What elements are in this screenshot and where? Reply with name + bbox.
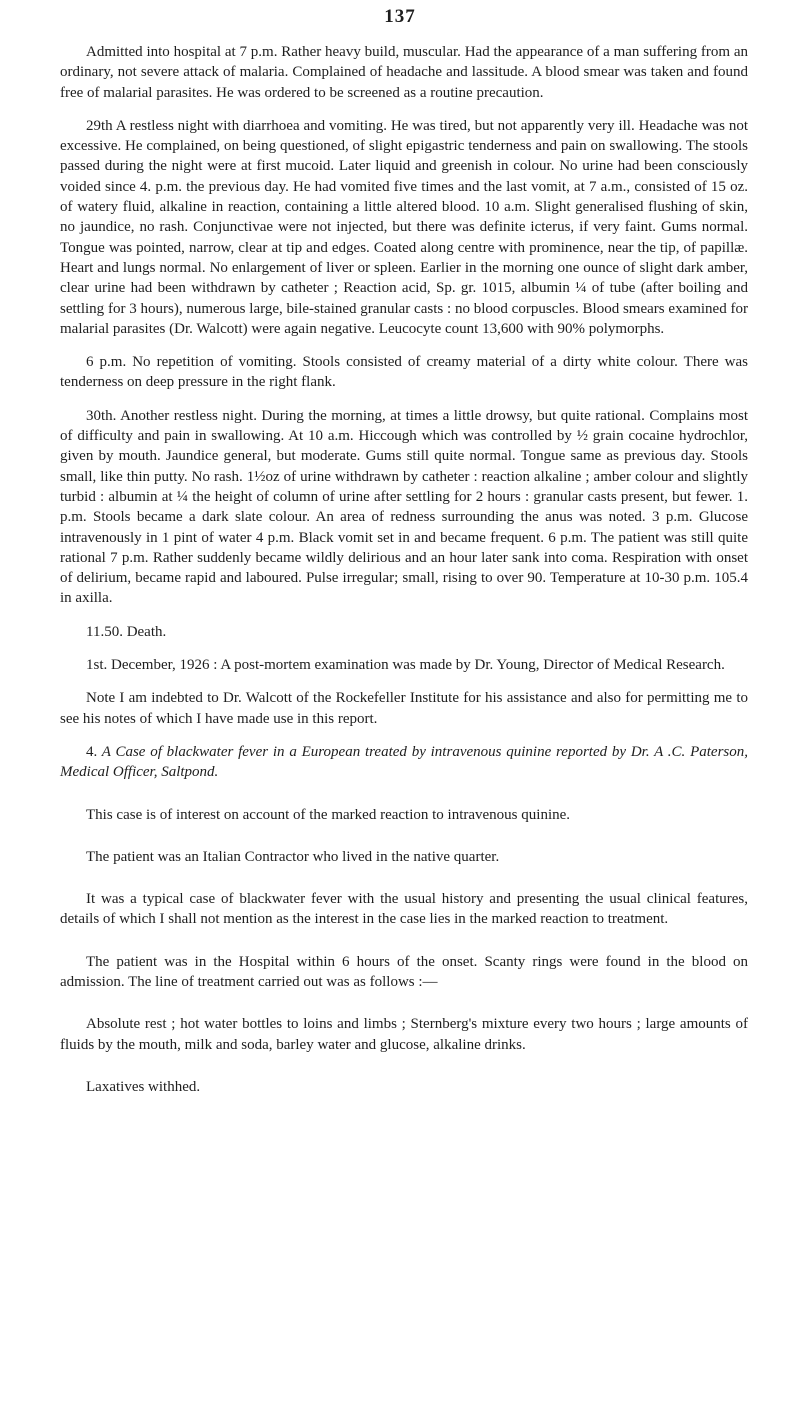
paragraph-30th: 30th. Another restless night. During the morning, at times a little drowsy, but quite rational. Complains most of difficulty and pain in swallowing. At 10 a.m. Hiccough which was controlled by ½ grain cocaine hydrochlor, given by mouth. Jaundice general, but moderate. Gums still quite normal. Tongue same as previous day. Stools small, like thin putty. No rash. 1½oz of urine withdrawn by catheter : reaction alkaline ; amber colour and slightly turbid : albumin at ¼ the height of column of urine after settling for 2 hours : granular casts present, but fewer. 1. p.m. Stools became a dark slate colour. An area of redness surrounding the anus was noted. 3 p.m. Glucose intravenously in 1 pint of water 4 p.m. Black vomit set in and became frequent. 6 p.m. The patient was still quite rational 7 p.m. Rather suddenly became wildly delirious and an hour later sank into coma. Respiration with onset of delirium, became rapid and laboured. Pulse irregular; small, rising to over 90. Temperature at 10-30 p.m. 105.4 in axilla. [60,407,748,607]
paragraph-admission: Admitted into hospital at 7 p.m. Rather heavy build, muscular. Had the appearance of a man suffering from an ordinary, not severe attack of malaria. Complained of headache and lassitude. A blood smear was taken and found free of malarial parasites. He was ordered to be screened as a routine precaution. [60,44,748,101]
page-body [60,42,748,1097]
paragraph-29th: 29th A restless night with diarrhoea and vomiting. He was tired, but not apparently very ill. Headache was not excessive. He complained, on being questioned, of slight epigastric tenderness and pain on swallowing. The stools passed during the night were at first mucoid. Later liquid and greenish in colour. No urine had been consciously voided since 4. p.m. the previous day. He had vomited five times and the last vomit, at 7 a.m., consisted of 15 oz. of watery fluid, alkaline in reaction, containing a little altered blood. 10 a.m. Slight generalised flushing of skin, no jaundice, no rash. Conjunctivae were not injected, but there was definite icterus, if very faint. Gums normal. Tongue was pointed, narrow, clear at tip and edges. Coated along centre with prominence, near the tip, of papillæ. Heart and lungs normal. No enlargement of liver or spleen. Earlier in the morning one ounce of slight dark amber, clear urine had been withdrawn by catheter ; Reaction acid, Sp. gr. 1015, albumin ¼ of tube (after boiling and settling for 3 hours), numerous large, bile-stained granular casts : no blood corpuscles. Blood smears examined for malarial parasites (Dr. Walcott) were again negative. Leucocyte count 13,600 with 90% polymorphs. [60,117,748,337]
section-number: 4. [86,743,98,760]
paragraph-note: Note I am indebted to Dr. Walcott of the Rockefeller Institute for his assistance and also for permitting me to see his notes of which I have made use in this report. [60,690,748,727]
page-number: 137 [384,6,416,27]
section-paragraph: The patient was an Italian Contractor who lived in the native quarter. [86,848,500,865]
section-paragraph: Laxatives withhed. [86,1078,201,1095]
section-paragraph: It was a typical case of blackwater fever with the usual history and presenting the usual clinical features, details of which I shall not mention as the interest in the case lies in the marked reaction to treatment. [60,891,748,928]
section-heading [60,742,748,783]
section-title: A Case of blackwater fever in a European treated by intravenous quinine reported by Dr. A .C. Paterson, Medical Officer, Saltpond. [60,743,748,781]
paragraph-6pm: 6 p.m. No repetition of vomiting. Stools consisted of creamy material of a dirty white colour. There was tenderness on deep pressure in the right flank. [60,354,748,391]
paragraph-post-mortem: 1st. December, 1926 : A post-mortem examination was made by Dr. Young, Director of Medical Research. [86,657,725,674]
section-paragraph: Absolute rest ; hot water bottles to loins and limbs ; Sternberg's mixture every two hours ; large amounts of fluids by the mouth, milk and soda, barley water and glucose, alkaline drinks. [60,1016,748,1053]
paragraph-death: 11.50. Death. [86,623,167,640]
section-paragraph: The patient was in the Hospital within 6 hours of the onset. Scanty rings were found in the blood on admission. The line of treatment carried out was as follows :— [60,953,748,990]
section-paragraph: This case is of interest on account of the marked reaction to intravenous quinine. [86,806,571,823]
